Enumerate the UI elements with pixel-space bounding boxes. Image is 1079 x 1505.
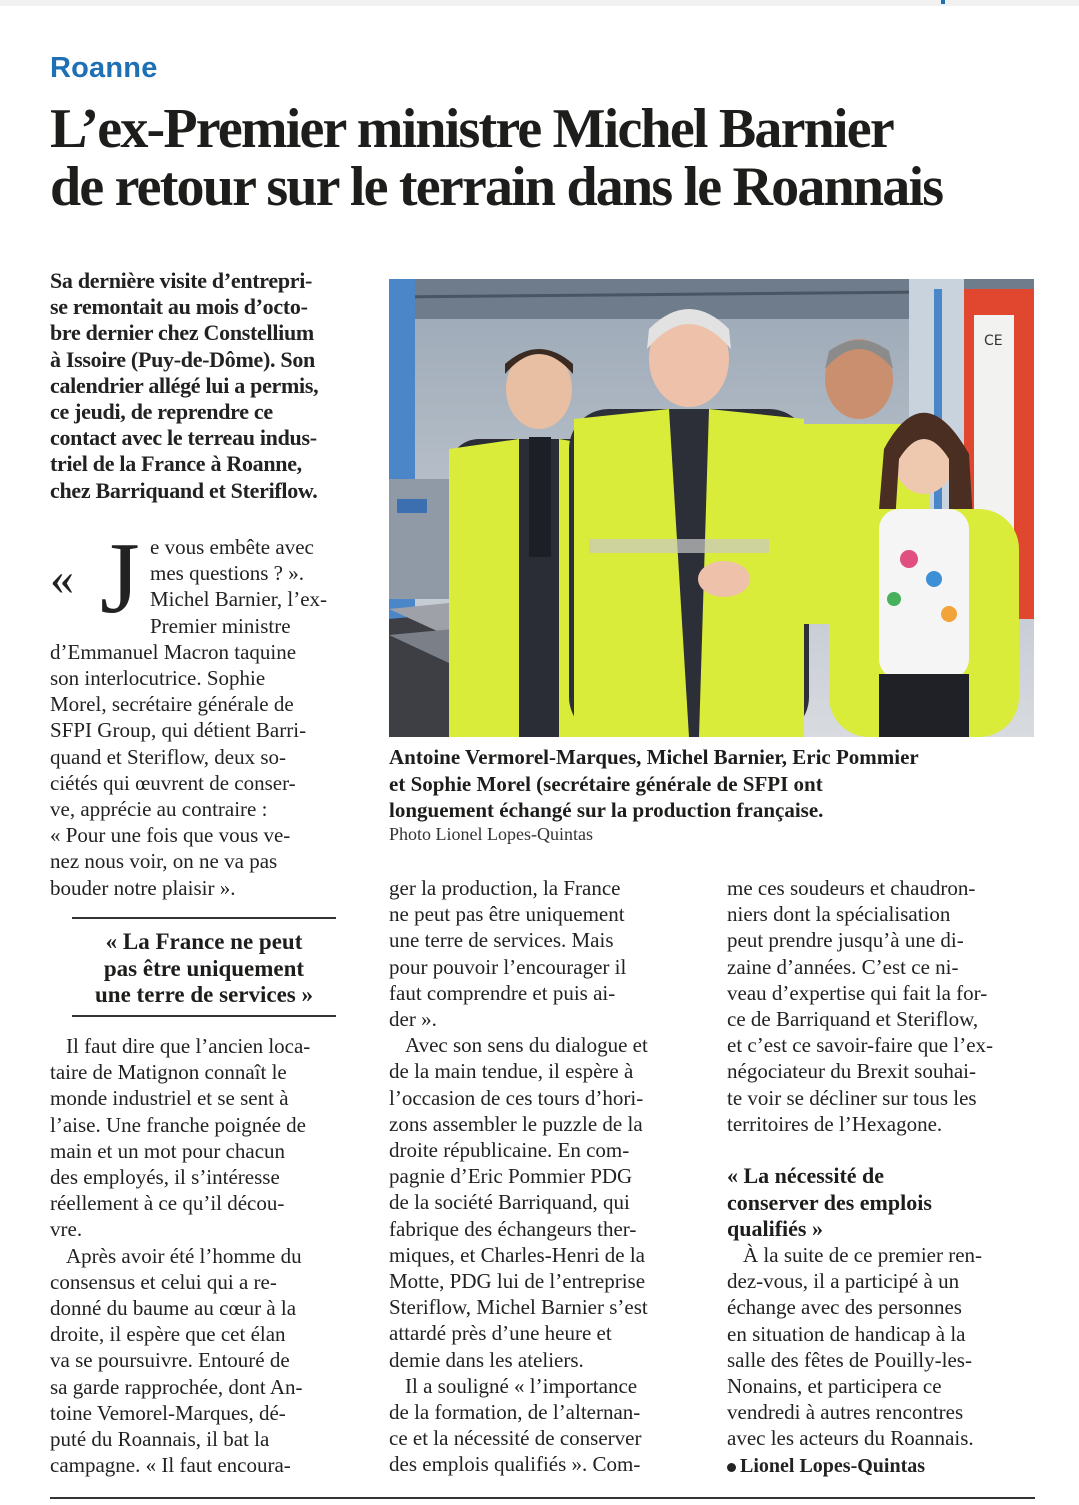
headline-line: de retour sur le terrain dans le Roannais [50,156,943,218]
body-column-2 [389,875,699,1478]
body-line: main et un mot pour chacun [50,1138,286,1163]
subhead-line: « La nécessité de [727,1163,885,1188]
body-line: Premier ministre [150,613,291,638]
body-line: ne peut pas être uniquement [389,902,625,927]
body-line: vendredi à autres rencontres [727,1400,964,1425]
body-line: son interlocutrice. Sophie [50,666,266,691]
body-line: de la société Barriquand, qui [389,1190,630,1215]
body-line: en situation de handicap à la [727,1321,966,1346]
body-line: pagnie d’Eric Pommier PDG [389,1164,633,1189]
chapo-line: Sa dernière visite d’entrepri- [50,268,313,293]
body-line: salle des fêtes de Pouilly-les- [727,1347,972,1372]
body-line: ce et la nécessité de conserver [389,1426,642,1451]
body-line: vre. [50,1217,83,1242]
body-line: droite, il espère que cet élan [50,1322,286,1347]
body-line: territoires de l’Hexagone. [727,1111,943,1136]
body-line: zons assembler le puzzle de la [389,1111,643,1136]
body-line: Motte, PDG lui de l’entreprise [389,1269,646,1294]
body-line: donné du baume au cœur à la [50,1296,297,1321]
body-line: Steriflow, Michel Barnier s’est [389,1295,648,1320]
body-line: fabrique des échangeurs ther- [389,1216,637,1241]
body-line: l’aise. Une franche poignée de [50,1112,306,1137]
body-line: ve, apprécie au contraire : [50,797,268,822]
body-line: ce de Barriquand et Steriflow, [727,1007,979,1032]
body-line: veau d’expertise qui fait la for- [727,980,988,1005]
body-line: Il faut dire que l’ancien loca- [66,1034,311,1058]
body-line: miques, et Charles-Henri de la [389,1242,645,1267]
pull-quote [72,917,336,1017]
photo-caption [389,744,1039,824]
body-line: ciétés qui œuvrent de conser- [50,770,296,795]
body-column-3 [727,875,1037,1137]
subhead [727,1163,1037,1243]
body-line: Il a souligné « l’importance [405,1373,638,1398]
body-line: négociateur du Brexit souhai- [727,1059,977,1084]
body-column-1 [50,534,360,901]
body-line: échange avec des personnes [727,1295,962,1320]
body-line: SFPI Group, qui détient Barri- [50,718,307,743]
body-line: Après avoir été l’homme du [66,1243,302,1268]
photo-illustration [389,279,1034,737]
pull-quote-line: pas être uniquement [103,955,305,981]
body-line: d’Emmanuel Macron taquine [50,639,297,664]
body-line: des emplois qualifiés ». Com- [389,1452,641,1477]
body-line: une terre de services. Mais [389,928,614,953]
body-line: de la formation, de l’alternan- [389,1400,641,1425]
body-line: consensus et celui qui a re- [50,1269,277,1294]
body-line: et c’est ce savoir-faire que l’ex- [727,1033,994,1058]
chapo-line: ce jeudi, de reprendre ce [50,399,273,425]
body-line: bouder notre plaisir ». [50,875,236,900]
subhead-line: qualifiés » [727,1216,823,1241]
caption-line: longuement échangé sur la production française. [389,798,824,822]
body-line: droite républicaine. En com- [389,1138,630,1163]
byline-author: Lionel Lopes-Quintas [740,1455,926,1477]
body-line: sa garde rapprochée, dont An- [50,1374,303,1399]
body-line: réellement à ce qu’il décou- [50,1191,285,1216]
chapo-line: contact avec le terreau indus- [50,425,317,451]
drop-cap: J [100,522,140,635]
body-line: À la suite de ce premier ren- [743,1243,983,1267]
body-line: me ces soudeurs et chaudron- [727,876,976,900]
top-marker [941,0,945,4]
chapo-line: chez Barriquand et Steriflow. [50,477,318,503]
headline [50,100,1050,216]
caption-line: Antoine Vermorel-Marques, Michel Barnier, Eric Pommier [389,745,919,769]
body-line: dez-vous, il a participé à un [727,1269,960,1294]
body-column-3-bottom [727,1242,1037,1452]
body-line: puté du Roannais, il bat la [50,1427,270,1452]
body-line: peut prendre jusqu’à une di- [727,928,964,953]
chapo-line: se remontait au mois d’octo- [50,294,308,320]
body-line: mes questions ? ». [150,561,304,586]
body-line: faut comprendre et puis ai- [389,980,616,1005]
pull-quote-line: « La France ne peut [105,929,303,954]
pull-quote-line: une terre de services » [95,982,313,1007]
subhead-line: conserver des emplois [727,1189,932,1215]
body-column-1-bottom [50,1033,360,1478]
chapo-line: calendrier allégé lui a permis, [50,372,319,398]
chapo-line: à Issoire (Puy-de-Dôme). Son [50,346,315,372]
body-line: e vous embête avec [150,535,314,559]
chapo-line: triel de la France à Roanne, [50,451,302,477]
body-line: campagne. « Il faut encoura- [50,1453,291,1478]
body-line: quand et Steriflow, deux so- [50,744,287,769]
body-line: Michel Barnier, l’ex- [150,587,328,612]
body-line: Morel, secrétaire générale de [50,692,294,717]
body-line: ger la production, la France [389,876,621,900]
bullet-icon [727,1463,736,1472]
body-line: de la main tendue, il espère à [389,1059,634,1084]
body-line: Avec son sens du dialogue et [405,1033,648,1058]
body-line: « Pour une fois que vous ve- [50,823,291,848]
kicker: Roanne [50,52,158,84]
photo-credit: Photo Lionel Lopes-Quintas [389,824,593,844]
body-line: avec les acteurs du Roannais. [727,1426,974,1451]
top-rule [0,0,1079,6]
body-line: attardé près d’une heure et [389,1321,612,1346]
body-line: va se poursuivre. Entouré de [50,1348,290,1373]
body-line: monde industriel et se sent à [50,1086,289,1111]
body-line: pour pouvoir l’encourager il [389,954,627,979]
machine-label: CE [984,333,1003,349]
body-line: der ». [389,1007,437,1032]
chapo-line: bre dernier chez Constellium [50,320,314,346]
body-line: zaine d’années. C’est ce ni- [727,954,959,979]
body-line: demie dans les ateliers. [389,1347,584,1372]
bottom-rule [50,1497,1035,1499]
caption-line: et Sophie Morel (secrétaire générale de SFPI ont [389,771,823,796]
article-photo [389,279,1034,737]
chapo [50,268,360,504]
body-line: toine Vemorel-Marques, dé- [50,1400,286,1425]
body-line: taire de Matignon connaît le [50,1060,287,1085]
body-line: te voir se décliner sur tous les [727,1085,977,1110]
opening-quote-mark: « [50,552,74,605]
body-line: niers dont la spécialisation [727,902,951,927]
body-line: l’occasion de ces tours d’hori- [389,1085,644,1110]
headline-line: L’ex-Premier ministre Michel Barnier [50,98,893,160]
body-line: nez nous voir, on ne va pas [50,849,278,874]
body-line: Nonains, et participera ce [727,1374,942,1399]
byline [727,1455,925,1478]
body-line: des employés, il s’intéresse [50,1165,280,1190]
